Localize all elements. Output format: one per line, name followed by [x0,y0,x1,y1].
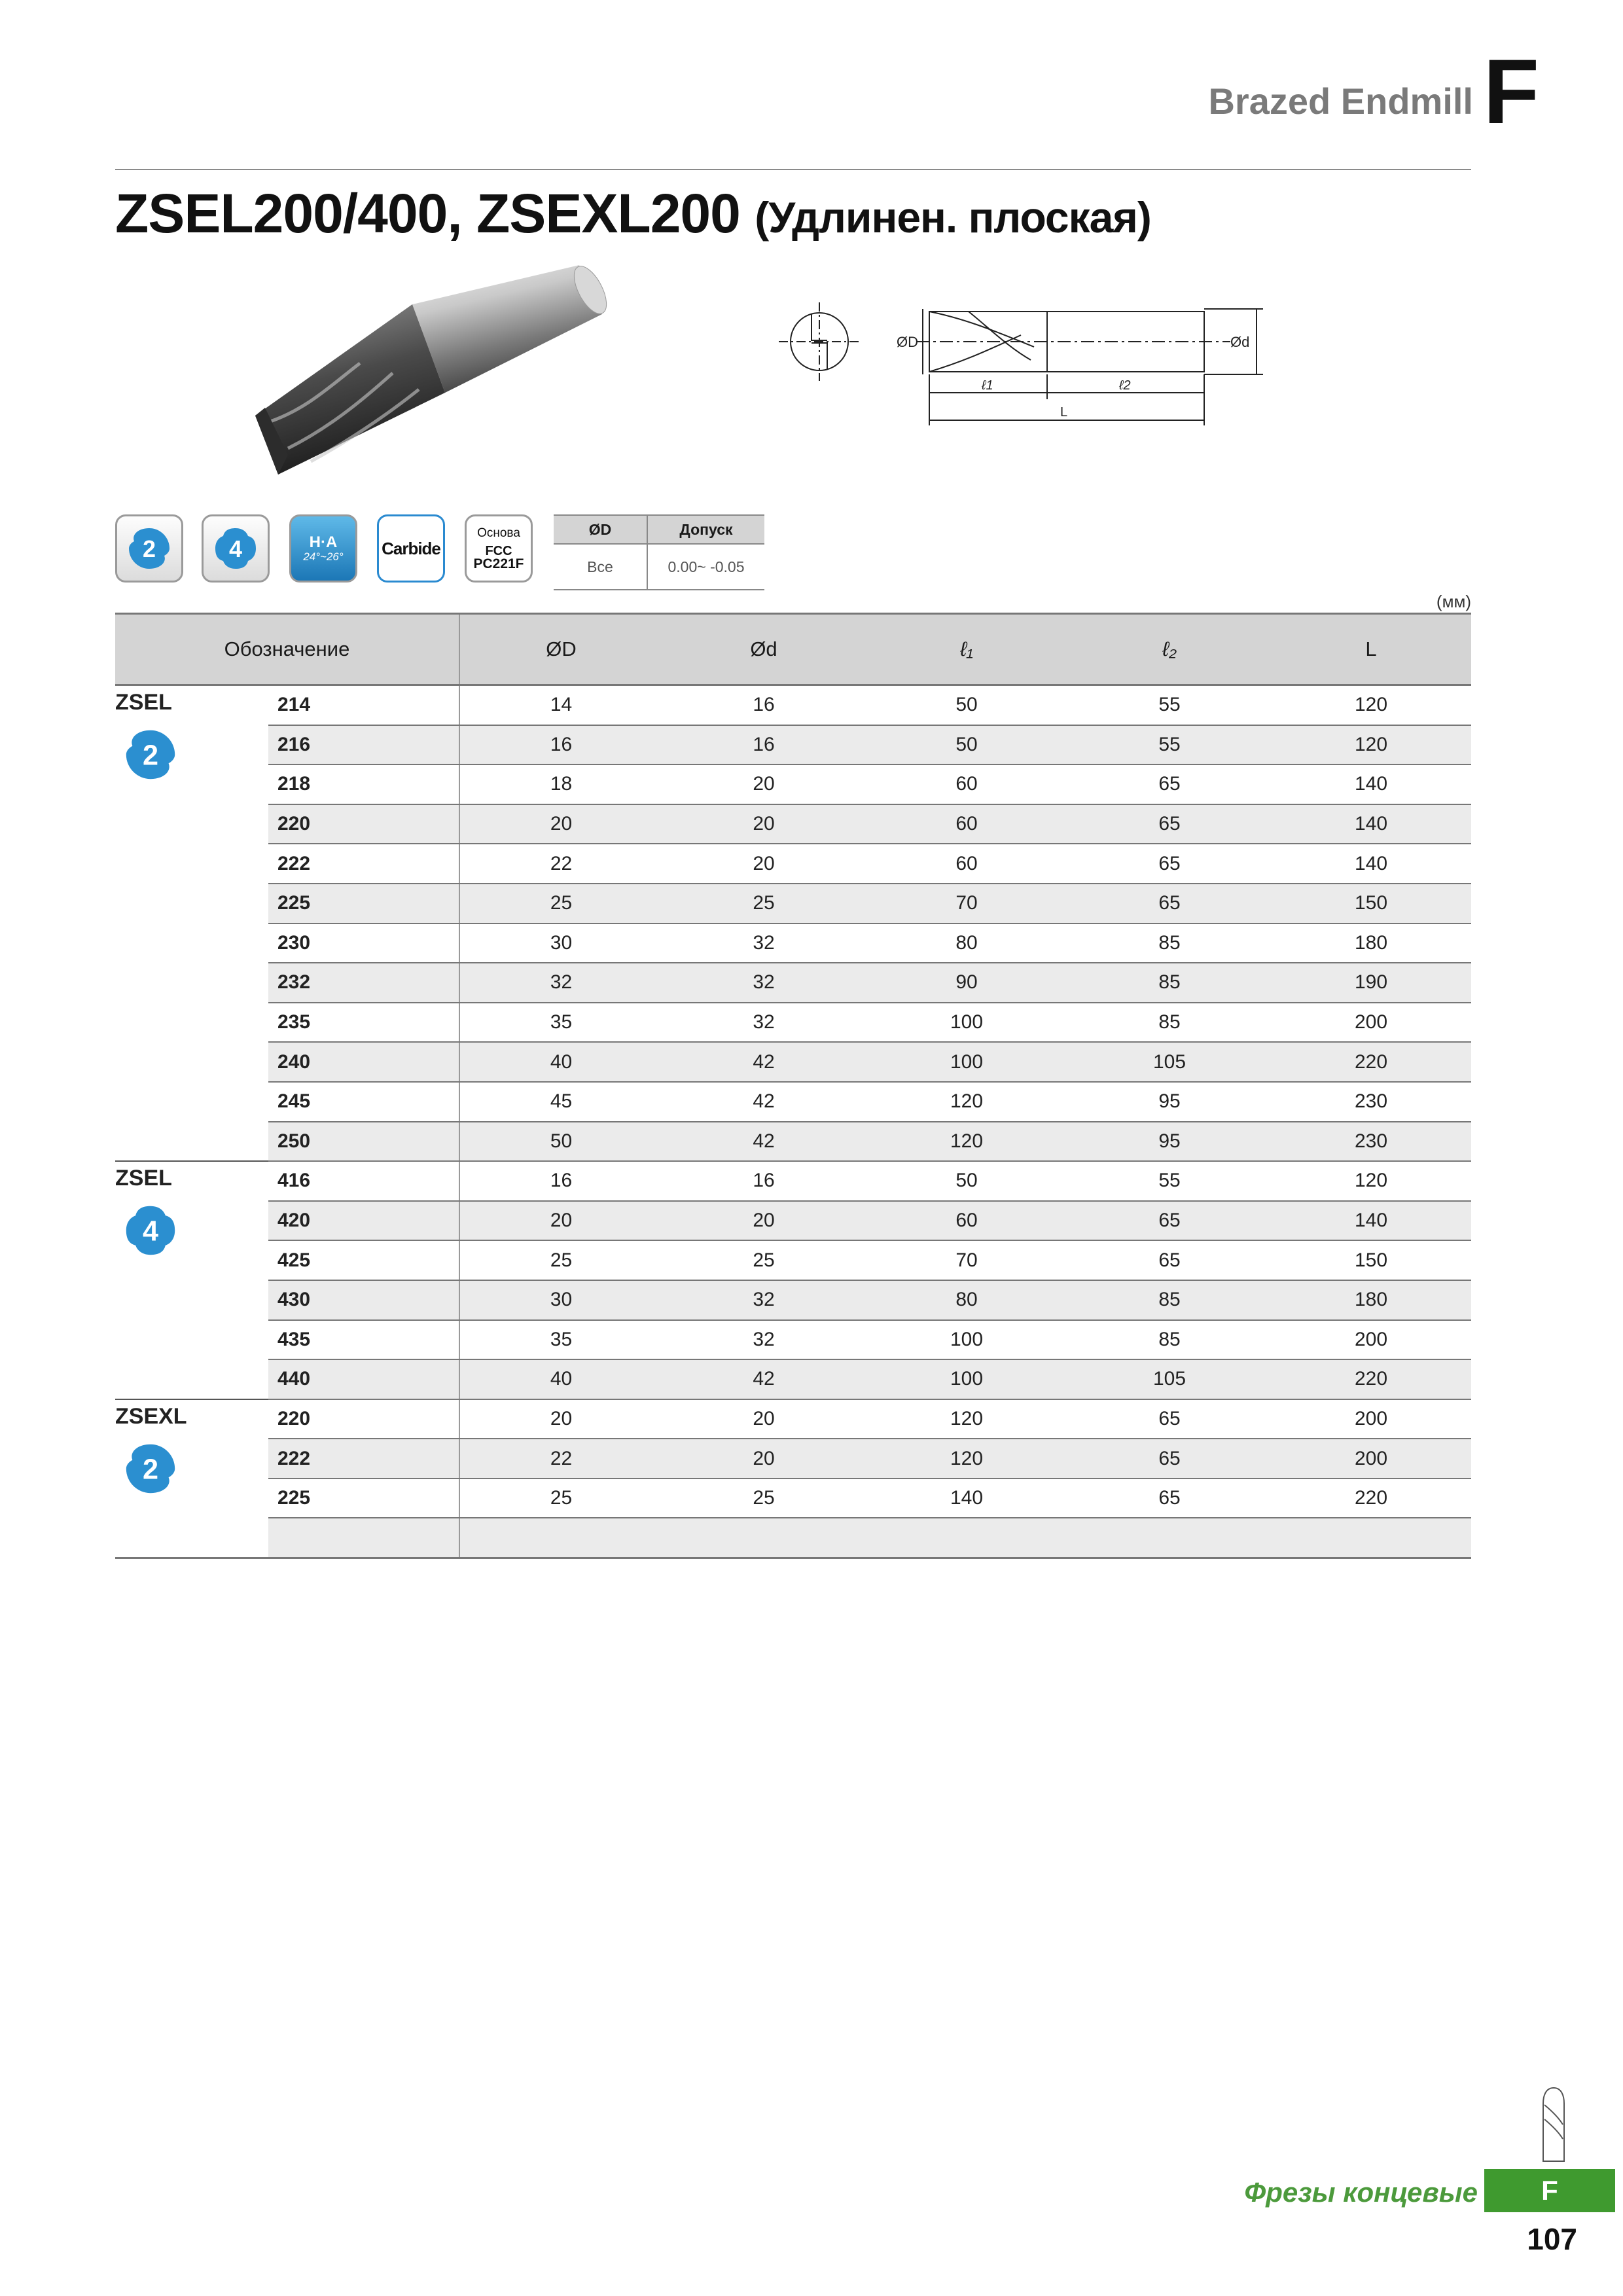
cell-l1: 120 [865,1399,1068,1439]
cell-code: 220 [268,1399,459,1439]
section-letter: F [1483,40,1539,143]
tolerance-header-row [554,515,764,544]
cell-L: 140 [1271,1201,1471,1241]
header-d: Ød [662,614,865,685]
cell-l2: 55 [1068,725,1271,765]
cell-l1: 70 [865,1240,1068,1280]
cell-L: 140 [1271,844,1471,884]
tolerance-header-diameter: ØD [554,515,647,544]
flute-badge-icon [126,526,172,571]
cell-l1: 100 [865,1042,1068,1082]
cell-code: 425 [268,1240,459,1280]
table-row [115,884,1471,924]
cell-code: 420 [268,1201,459,1241]
page-number: 107 [1527,2222,1577,2256]
cell-l1: 80 [865,1280,1068,1320]
cell-l1: 50 [865,685,1068,725]
cell-d: 25 [662,1240,865,1280]
table-row [115,685,1471,725]
cell-l1: 120 [865,1082,1068,1122]
cell-l2: 85 [1068,1280,1271,1320]
cell-D: 22 [459,1439,662,1479]
cell-code: 218 [268,764,459,804]
cell-code: 430 [268,1280,459,1320]
cell-d: 20 [662,804,865,844]
cell-l1: 60 [865,844,1068,884]
cell-L: 150 [1271,884,1471,924]
cell-D: 50 [459,1122,662,1162]
cell-D: 22 [459,844,662,884]
header-D: ØD [459,614,662,685]
cell-code: 435 [268,1320,459,1360]
cell-empty [459,1518,1471,1558]
cell-l1: 100 [865,1359,1068,1399]
table-row [115,764,1471,804]
cell-L: 220 [1271,1042,1471,1082]
table-row [115,1082,1471,1122]
cell-d: 32 [662,1280,865,1320]
cell-d: 42 [662,1359,865,1399]
table-row [115,1320,1471,1360]
cell-D: 16 [459,725,662,765]
table-row [115,924,1471,963]
dimensions-table [115,613,1471,1559]
cell-l2: 85 [1068,963,1271,1003]
cell-D: 18 [459,764,662,804]
cell-D: 35 [459,1320,662,1360]
cell-D: 40 [459,1359,662,1399]
cell-l1: 60 [865,804,1068,844]
cell-l1: 100 [865,1320,1068,1360]
cell-L: 220 [1271,1479,1471,1518]
group-cell [115,685,268,1162]
cell-code: 240 [268,1042,459,1082]
table-row [115,1042,1471,1082]
group-cell [115,1161,268,1399]
cell-d: 20 [662,764,865,804]
group-name: ZSEL [115,1166,172,1191]
cell-empty [268,1518,459,1558]
cell-l2: 85 [1068,924,1271,963]
tolerance-header-tolerance: Допуск [647,515,764,544]
helix-angle-icon [289,514,357,583]
cell-code: 245 [268,1082,459,1122]
cell-l1: 50 [865,725,1068,765]
ballnose-endmill-icon [1539,2085,1568,2164]
four-flute-icon [202,514,270,583]
table-row [115,1161,1471,1201]
cell-l1: 80 [865,924,1068,963]
flute-badge-icon [213,526,259,571]
cell-code: 235 [268,1003,459,1043]
cell-L: 200 [1271,1320,1471,1360]
carbide-icon [377,514,445,583]
cell-D: 25 [459,1240,662,1280]
product-title-main: ZSEL200/400, ZSEXL200 [115,183,740,244]
cell-L: 120 [1271,685,1471,725]
table-row [115,1479,1471,1518]
cell-D: 20 [459,1201,662,1241]
cell-l1: 70 [865,884,1068,924]
cell-L: 200 [1271,1439,1471,1479]
tolerance-cell-value: 0.00~ -0.05 [647,544,764,590]
cell-D: 25 [459,884,662,924]
table-row [115,1359,1471,1399]
cell-d: 25 [662,884,865,924]
endmill-photo [249,259,615,481]
cell-L: 150 [1271,1240,1471,1280]
base-grade-2: PC221F [473,556,524,571]
cell-l1: 100 [865,1003,1068,1043]
cell-D: 20 [459,1399,662,1439]
group-name: ZSEXL [115,1403,187,1429]
header-L: L [1271,614,1471,685]
cell-l1: 120 [865,1122,1068,1162]
cell-L: 140 [1271,804,1471,844]
cell-l2: 85 [1068,1003,1271,1043]
cell-l2: 65 [1068,844,1271,884]
cell-code: 416 [268,1161,459,1201]
flute-count: 4 [142,1215,159,1247]
table-row [115,1240,1471,1280]
product-title-sub: (Удлинен. плоская) [755,193,1151,242]
cell-l2: 65 [1068,1240,1271,1280]
cell-D: 30 [459,1280,662,1320]
cell-D: 14 [459,685,662,725]
cell-D: 32 [459,963,662,1003]
cell-l2: 95 [1068,1122,1271,1162]
group-name: ZSEL [115,690,172,715]
flute-count: 2 [142,740,159,772]
table-row [115,1003,1471,1043]
table-header-row [115,614,1471,685]
header-designation: Обозначение [115,614,459,685]
flute-count: 4 [228,535,243,562]
table-row [115,1439,1471,1479]
group-cell [115,1399,268,1558]
cell-l2: 65 [1068,1439,1271,1479]
drawing-label-L: L [1060,405,1068,420]
base-grade-1: FCC [485,544,512,558]
cell-code: 222 [268,1439,459,1479]
cell-code: 225 [268,884,459,924]
table-row-empty [115,1518,1471,1558]
table-row [115,1280,1471,1320]
cell-d: 20 [662,1399,865,1439]
cell-d: 16 [662,685,865,725]
cell-l1: 140 [865,1479,1068,1518]
cell-l2: 65 [1068,1399,1271,1439]
drawing-label-d: Ød [1230,334,1250,350]
flute-badge-icon [123,727,178,782]
table-row [115,1201,1471,1241]
product-title [115,182,1151,245]
table-row [115,844,1471,884]
flute-count: 2 [142,1454,159,1486]
helix-angle-range: 24°~26° [303,550,344,563]
cell-l1: 50 [865,1161,1068,1201]
cell-D: 30 [459,924,662,963]
cell-d: 32 [662,963,865,1003]
cell-code: 232 [268,963,459,1003]
drawing-label-l2: ℓ2 [1119,378,1131,393]
cell-d: 16 [662,725,865,765]
flute-badge-icon [123,1203,178,1258]
cell-L: 190 [1271,963,1471,1003]
cell-d: 32 [662,924,865,963]
table-row [115,1122,1471,1162]
table-body [115,685,1471,1558]
cell-d: 42 [662,1122,865,1162]
endmill-drawing [772,262,1329,432]
cell-l1: 60 [865,764,1068,804]
tolerance-cell-diameter: Все [554,544,647,590]
cell-d: 20 [662,1201,865,1241]
table-row [115,804,1471,844]
footer-category: Фрезы концевые [1244,2177,1478,2208]
flute-count: 2 [142,535,156,562]
cell-code: 250 [268,1122,459,1162]
cell-l2: 65 [1068,804,1271,844]
footer-section-tab: F [1484,2169,1615,2212]
carbide-label: Carbide [382,538,440,558]
cell-l2: 55 [1068,1161,1271,1201]
cell-l2: 85 [1068,1320,1271,1360]
cell-l1: 60 [865,1201,1068,1241]
cell-d: 42 [662,1082,865,1122]
cell-L: 140 [1271,764,1471,804]
cell-L: 180 [1271,1280,1471,1320]
cell-l2: 105 [1068,1359,1271,1399]
cell-code: 216 [268,725,459,765]
cell-l2: 65 [1068,884,1271,924]
tolerance-row [554,544,764,590]
base-material-icon [465,514,533,583]
cell-D: 25 [459,1479,662,1518]
table-row [115,725,1471,765]
base-material-label: Основа [477,526,520,540]
two-flute-icon [115,514,183,583]
cell-d: 16 [662,1161,865,1201]
cell-code: 225 [268,1479,459,1518]
header-l1: ℓ₁ [865,614,1068,685]
cell-code: 220 [268,804,459,844]
cell-code: 440 [268,1359,459,1399]
cell-l2: 105 [1068,1042,1271,1082]
cell-D: 16 [459,1161,662,1201]
cell-L: 220 [1271,1359,1471,1399]
cell-D: 40 [459,1042,662,1082]
header-divider [115,169,1471,170]
cell-L: 200 [1271,1399,1471,1439]
cell-d: 32 [662,1003,865,1043]
flute-badge-icon [123,1441,178,1496]
cell-L: 230 [1271,1122,1471,1162]
cell-L: 230 [1271,1082,1471,1122]
cell-code: 230 [268,924,459,963]
cell-l2: 95 [1068,1082,1271,1122]
helix-angle-label: H·A [309,533,338,551]
drawing-label-D: ØD [897,334,918,350]
cell-d: 20 [662,844,865,884]
tolerance-table [554,514,764,590]
cell-d: 32 [662,1320,865,1360]
cell-L: 120 [1271,725,1471,765]
header-l2: ℓ₂ [1068,614,1271,685]
cell-l2: 65 [1068,764,1271,804]
cell-D: 20 [459,804,662,844]
table-row [115,963,1471,1003]
section-title: Brazed Endmill [1208,81,1473,122]
cell-code: 222 [268,844,459,884]
cell-code: 214 [268,685,459,725]
unit-label: (мм) [1436,592,1471,611]
cell-l1: 90 [865,963,1068,1003]
cell-L: 180 [1271,924,1471,963]
cell-D: 45 [459,1082,662,1122]
cell-l2: 65 [1068,1479,1271,1518]
table-row [115,1399,1471,1439]
cell-l2: 55 [1068,685,1271,725]
cell-L: 120 [1271,1161,1471,1201]
cell-l2: 65 [1068,1201,1271,1241]
cell-l1: 120 [865,1439,1068,1479]
drawing-label-l1: ℓ1 [982,378,993,393]
cell-D: 35 [459,1003,662,1043]
cell-d: 20 [662,1439,865,1479]
cell-d: 25 [662,1479,865,1518]
cell-d: 42 [662,1042,865,1082]
cell-L: 200 [1271,1003,1471,1043]
